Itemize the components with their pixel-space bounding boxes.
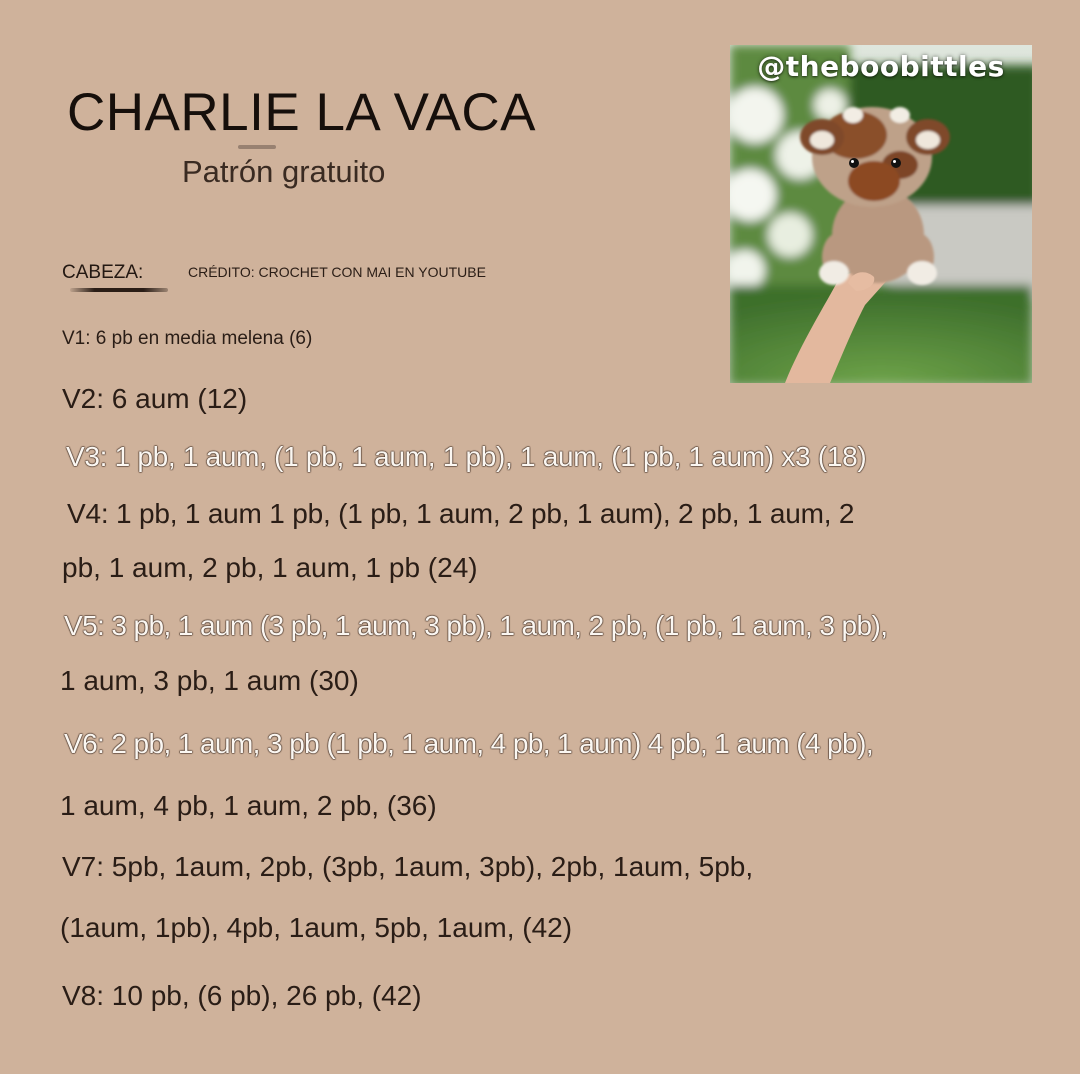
row-v3: V3: 1 pb, 1 aum, (1 pb, 1 aum, 1 pb), 1 aum, (1 pb, 1 aum) x3 (18) bbox=[66, 441, 867, 472]
section-underline bbox=[70, 288, 168, 292]
row-v8: V8: 10 pb, (6 pb), 26 pb, (42) bbox=[62, 980, 422, 1011]
row-v2: V2: 6 aum (12) bbox=[62, 383, 248, 414]
row-v5-line2: 1 aum, 3 pb, 1 aum (30) bbox=[60, 665, 359, 696]
row-v4-line2: pb, 1 aum, 2 pb, 1 aum, 1 pb (24) bbox=[62, 552, 478, 583]
row-v7-line1: V7: 5pb, 1aum, 2pb, (3pb, 1aum, 3pb), 2pb, 1aum, 5pb, bbox=[62, 851, 754, 882]
row-v6-line1: V6: 2 pb, 1 aum, 3 pb (1 pb, 1 aum, 4 pb, 1 aum) 4 pb, 1 aum (4 pb), bbox=[64, 728, 874, 759]
amigurumi-cow-photo bbox=[730, 45, 1032, 383]
cow-photo-illustration bbox=[730, 45, 1032, 383]
row-v4-line1: V4: 1 pb, 1 aum 1 pb, (1 pb, 1 aum, 2 pb, 1 aum), 2 pb, 1 aum, 2 bbox=[67, 498, 855, 529]
subtitle-flourish bbox=[238, 145, 276, 149]
row-v6-line2: 1 aum, 4 pb, 1 aum, 2 pb, (36) bbox=[60, 790, 437, 821]
page-title: CHARLIE LA VACA bbox=[67, 83, 536, 142]
row-v1: V1: 6 pb en media melena (6) bbox=[62, 328, 313, 349]
row-v5-line1: V5: 3 pb, 1 aum (3 pb, 1 aum, 3 pb), 1 aum, 2 pb, (1 pb, 1 aum, 3 pb), bbox=[64, 610, 888, 641]
page-subtitle: Patrón gratuito bbox=[182, 154, 386, 189]
section-title: CABEZA: bbox=[62, 262, 144, 283]
instagram-handle: @theboobittles bbox=[757, 50, 1005, 83]
credit-text: CRÉDITO: CROCHET CON MAI EN YOUTUBE bbox=[188, 264, 486, 280]
row-v7-line2: (1aum, 1pb), 4pb, 1aum, 5pb, 1aum, (42) bbox=[60, 912, 573, 943]
